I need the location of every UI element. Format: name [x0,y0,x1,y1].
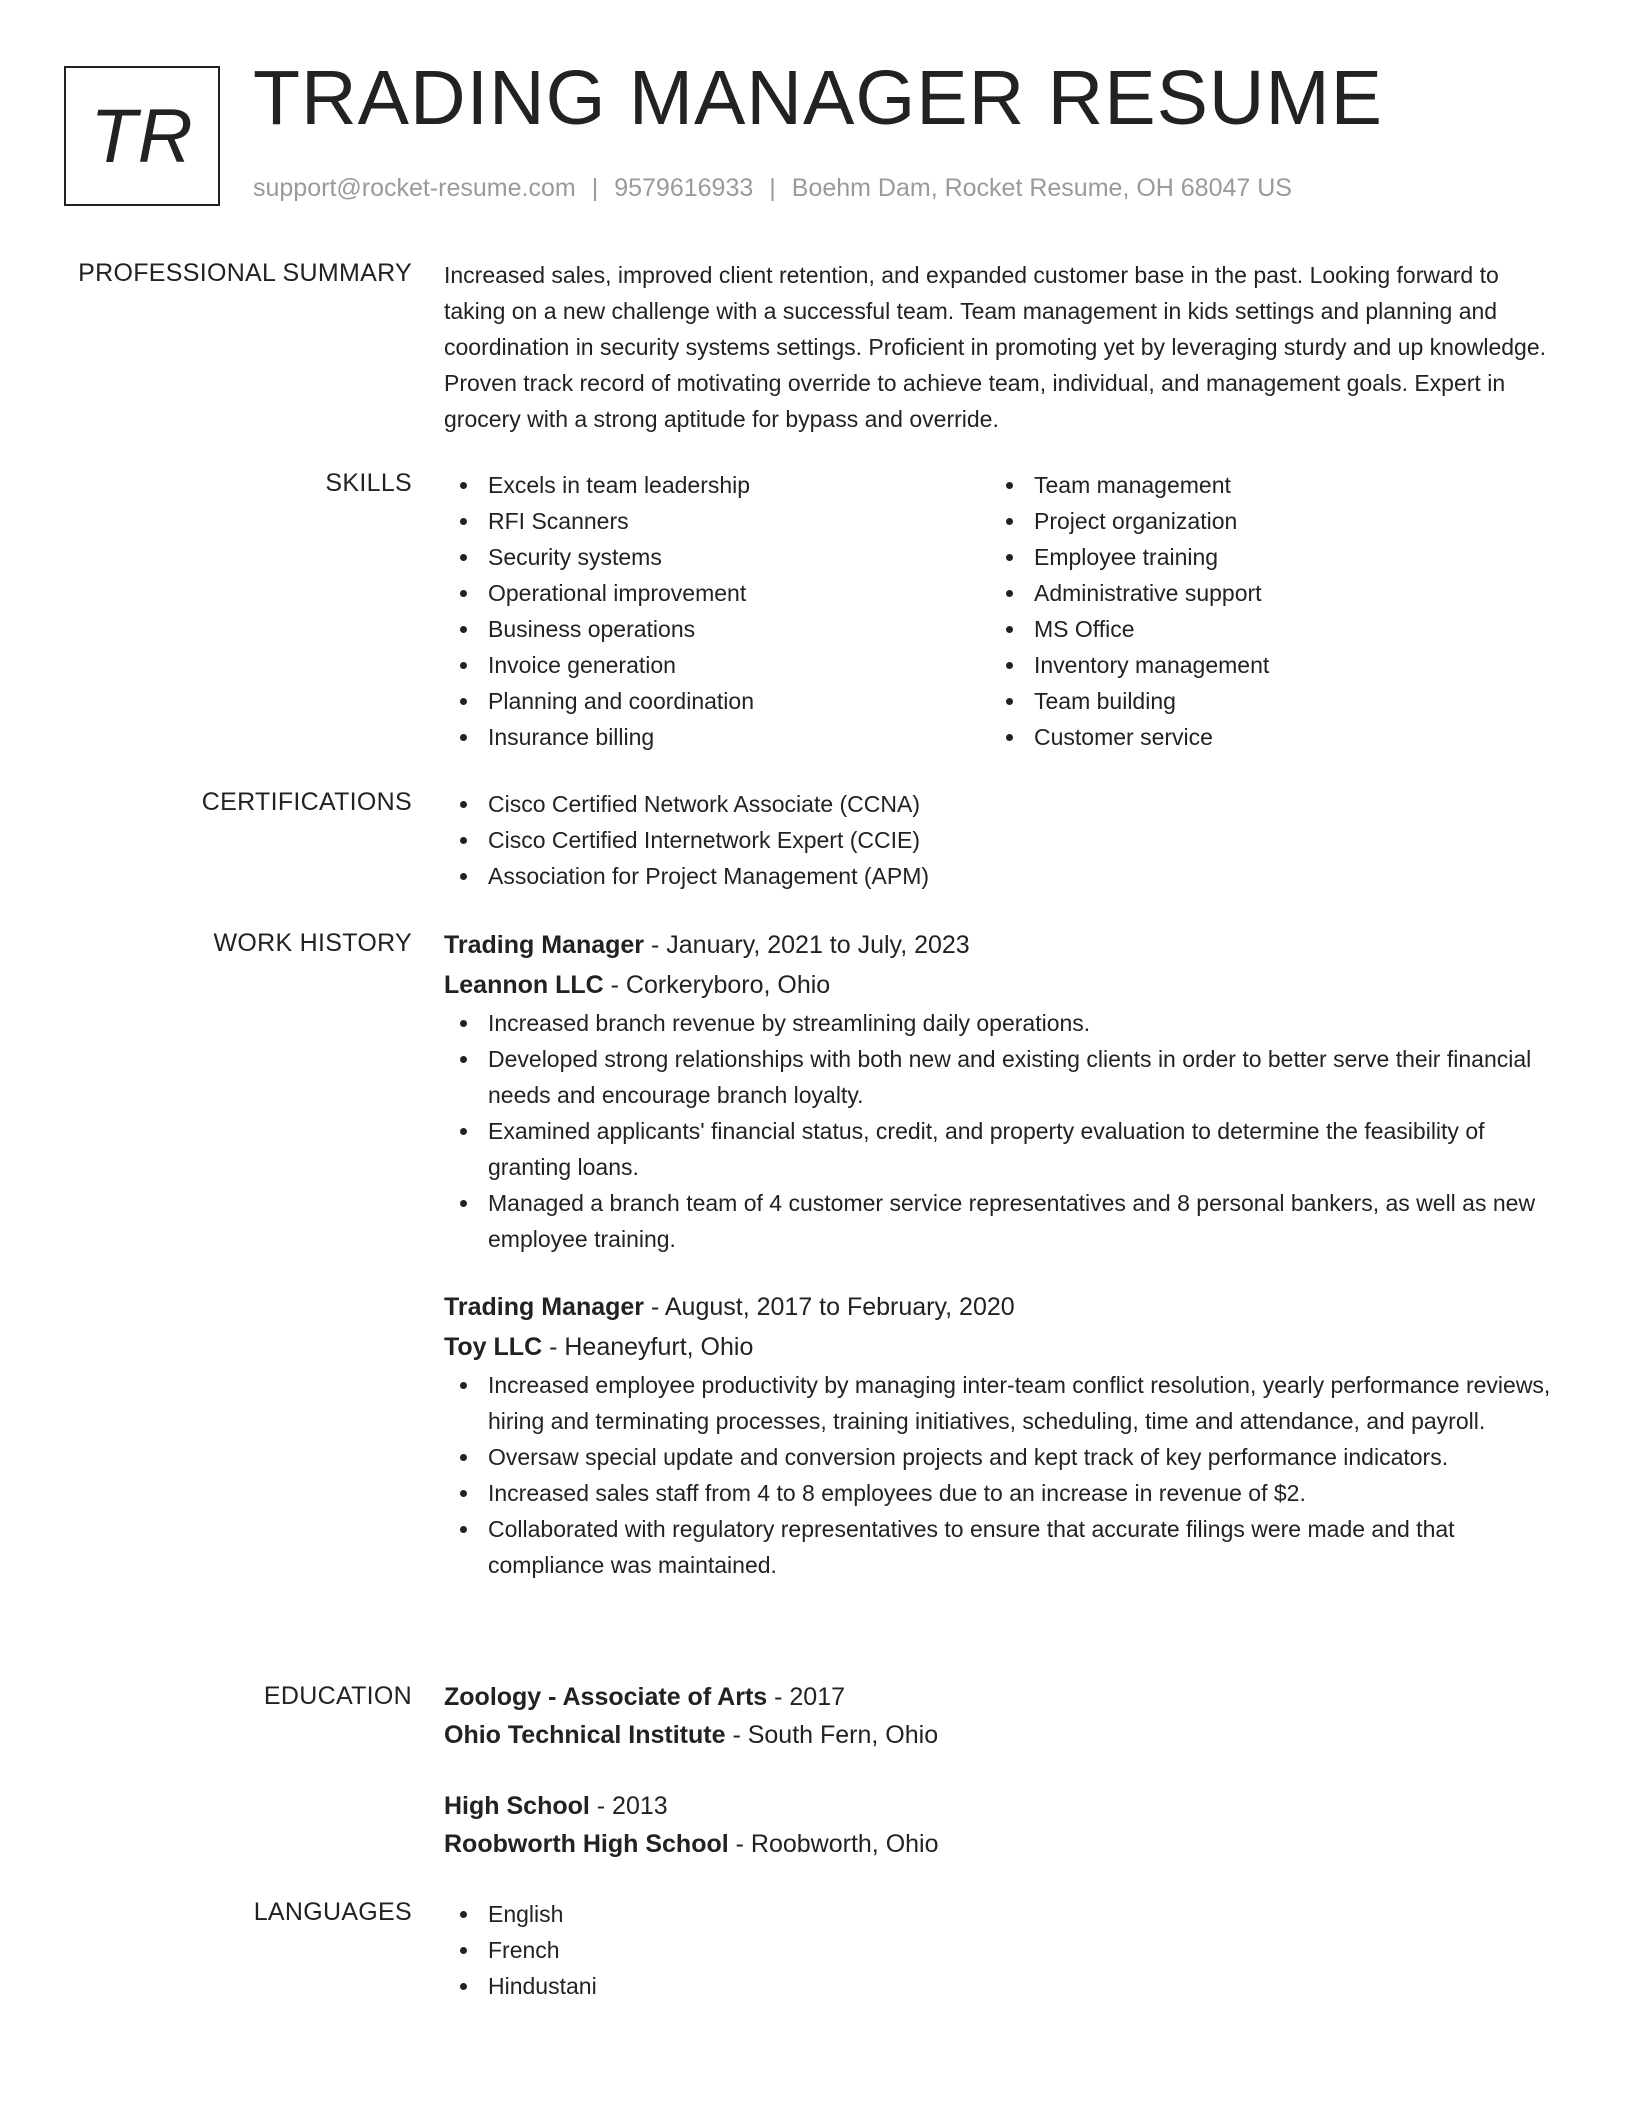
section-label-languages: LANGUAGES [253,1898,412,1926]
job-dates: - January, 2021 to July, 2023 [644,931,970,959]
contact-email: support@rocket-resume.com [253,174,576,202]
certifications-list [444,786,1556,894]
job-bullet: Managed a branch team of 4 customer service representatives and 8 personal bankers, as well as new employee training. [444,1185,1556,1257]
contact-address: Boehm Dam, Rocket Resume, OH 68047 US [791,174,1292,202]
education-degree: Zoology - Associate of Arts [444,1683,768,1711]
skill-item: Business operations [444,611,990,647]
contact-separator: | [769,174,776,202]
education-location: - South Fern, Ohio [725,1721,939,1749]
skill-item: Administrative support [990,575,1536,611]
section-label-skills: SKILLS [325,469,412,497]
education-degree: High School [444,1792,590,1820]
job-bullet: Increased employee productivity by managing inter-team conflict resolution, yearly performance reviews, hiring and terminating processes, training initiatives, scheduling, time and attendance, and payroll. [444,1367,1556,1439]
section-label-work-history: WORK HISTORY [213,929,412,957]
monogram-logo: TR [64,66,220,206]
languages-list [444,1896,1556,2004]
job-company: Leannon LLC [444,971,604,999]
job-bullet-list [444,1005,1556,1257]
section-label-certifications: CERTIFICATIONS [201,788,412,816]
job-bullet: Collaborated with regulatory representatives to ensure that accurate filings were made and that compliance was maintained. [444,1511,1556,1583]
skill-item: Planning and coordination [444,683,990,719]
education-location: - Roobworth, Ohio [728,1830,939,1858]
contact-phone: 9579616933 [614,174,754,202]
education-school: Ohio Technical Institute [444,1721,726,1749]
contact-separator: | [591,174,599,202]
job-company: Toy LLC [444,1333,543,1361]
job-bullet-list [444,1367,1556,1583]
education-degree-line [444,1678,1556,1716]
job-company-line [444,965,1556,1005]
job-title: Trading Manager [444,1293,645,1321]
skill-item: MS Office [990,611,1536,647]
skill-item: Customer service [990,719,1536,755]
skill-item: Insurance billing [444,719,990,755]
skill-item: Invoice generation [444,647,990,683]
education-degree-line [444,1787,1556,1825]
skill-item: RFI Scanners [444,503,990,539]
section-label-summary: PROFESSIONAL SUMMARY [78,259,412,287]
skills-list-left [444,467,990,755]
certification-item: Association for Project Management (APM) [444,858,1556,894]
education-year: - 2013 [589,1792,668,1820]
language-item: French [444,1932,1556,1968]
job-title-line [444,1287,1556,1327]
job-entry [444,1287,1556,1583]
education-school: Roobworth High School [444,1830,729,1858]
education-year: - 2017 [767,1683,846,1711]
education-school-line [444,1825,1556,1863]
job-bullet: Developed strong relationships with both new and existing clients in order to better serve their financial needs and encourage branch loyalty. [444,1041,1556,1113]
skill-item: Team building [990,683,1536,719]
language-item: Hindustani [444,1968,1556,2004]
education-entry [444,1787,1556,1863]
skill-item: Project organization [990,503,1536,539]
job-company-line [444,1327,1556,1367]
skill-item: Operational improvement [444,575,990,611]
job-entry [444,925,1556,1257]
job-bullet: Increased branch revenue by streamlining daily operations. [444,1005,1556,1041]
job-location: - Corkeryboro, Ohio [603,971,831,999]
skills-list-right [990,467,1536,755]
education-school-line [444,1716,1556,1754]
job-title: Trading Manager [444,931,645,959]
job-title-line [444,925,1556,965]
skill-item: Security systems [444,539,990,575]
job-bullet: Examined applicants' financial status, credit, and property evaluation to determine the feasibility of granting loans. [444,1113,1556,1185]
skill-item: Team management [990,467,1536,503]
skill-item: Excels in team leadership [444,467,990,503]
contact-line [253,174,1292,203]
education-entry [444,1678,1556,1754]
job-dates: - August, 2017 to February, 2020 [644,1293,1015,1321]
section-label-education: EDUCATION [263,1682,412,1710]
certification-item: Cisco Certified Internetwork Expert (CCIE) [444,822,1556,858]
skill-item: Employee training [990,539,1536,575]
skill-item: Inventory management [990,647,1536,683]
job-bullet: Increased sales staff from 4 to 8 employees due to an increase in revenue of $2. [444,1475,1556,1511]
resume-title: TRADING MANAGER RESUME [253,55,1384,141]
summary-text: Increased sales, improved client retention, and expanded customer base in the past. Looking forward to taking on a new challenge with a successful team. Team management in kids settings and planning and coordination in security systems settings. Proficient in promoting yet by leveraging sturdy and up knowledge. Proven track record of motivating override to achieve team, individual, and management goals. Expert in grocery with a strong aptitude for bypass and override. [444,262,1547,432]
language-item: English [444,1896,1556,1932]
job-location: - Heaneyfurt, Ohio [542,1333,754,1361]
job-bullet: Oversaw special update and conversion projects and kept track of key performance indicators. [444,1439,1556,1475]
certification-item: Cisco Certified Network Associate (CCNA) [444,786,1556,822]
